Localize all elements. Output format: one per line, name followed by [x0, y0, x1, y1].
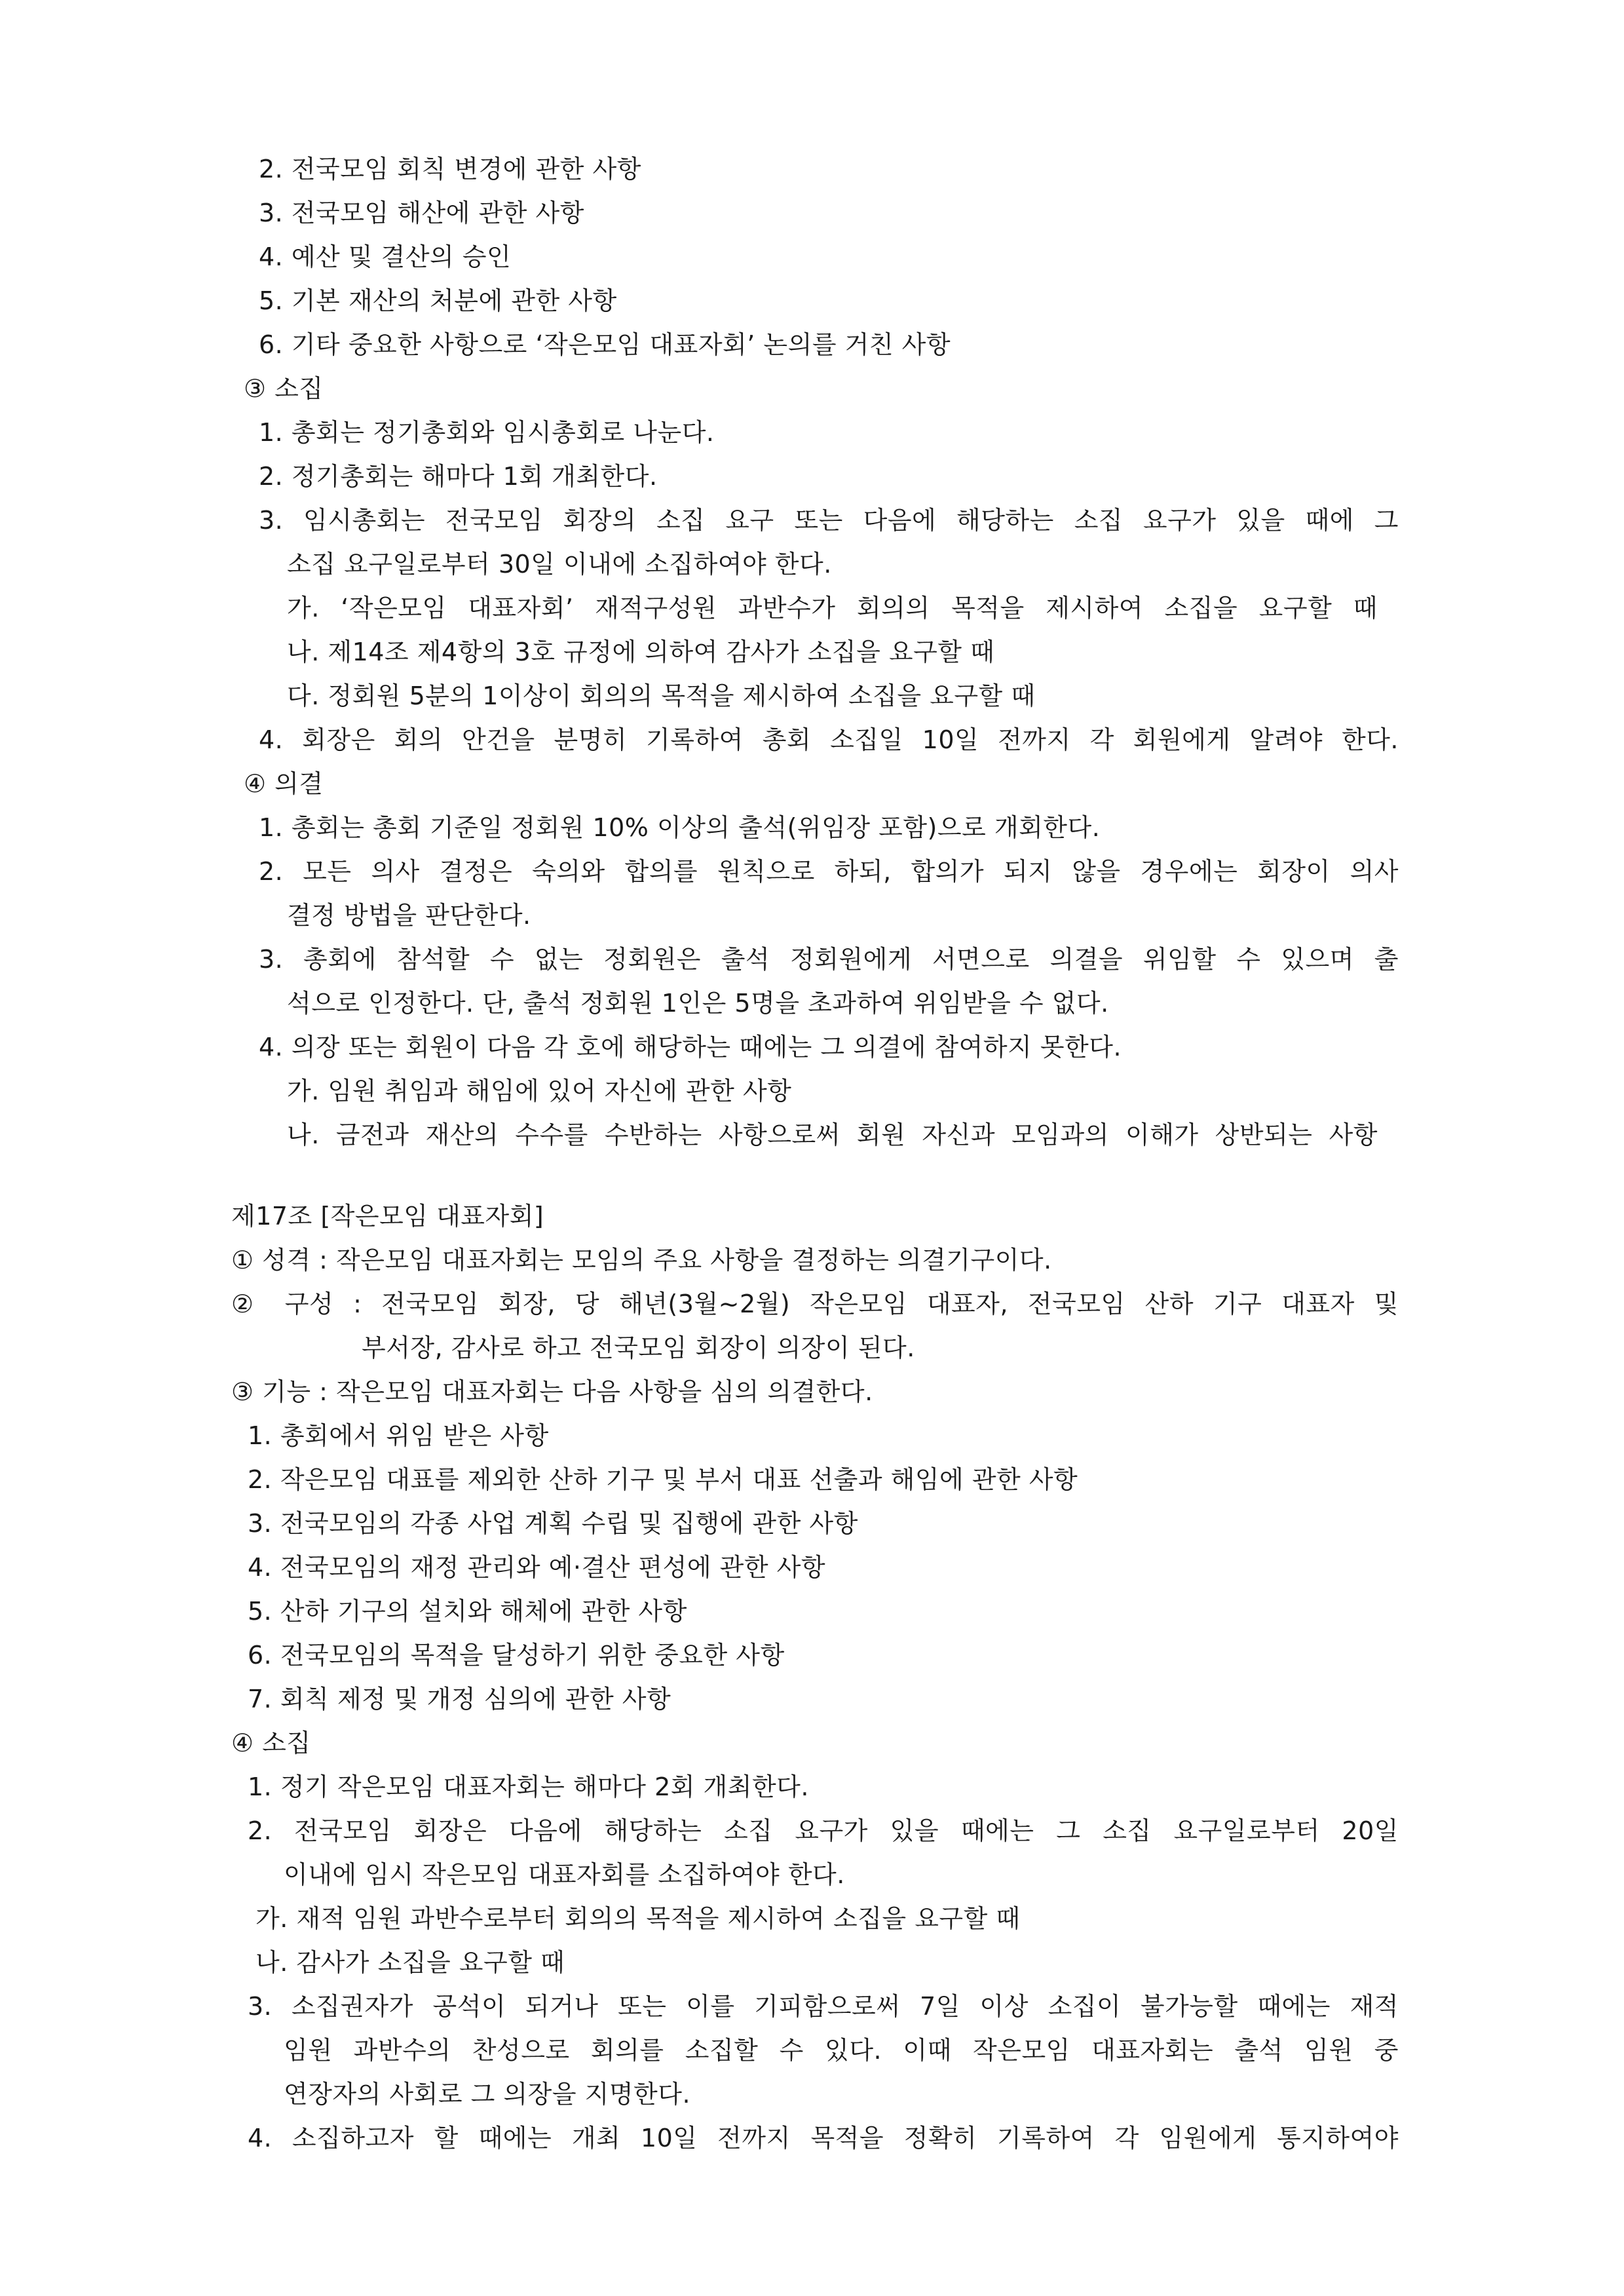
convening-item-2: 2. 정기총회는 해마다 1회 개최한다.: [259, 462, 658, 491]
article-17-convening-sub-na: 나. 감사가 소집을 요구할 때: [255, 1948, 565, 1977]
function-item-3: 3. 전국모임의 각종 사업 계획 수립 및 집행에 관한 사항: [248, 1509, 858, 1538]
convening-item-1: 1. 총회는 정기총회와 임시총회로 나눈다.: [259, 418, 715, 447]
agenda-item-3: 3. 전국모임 해산에 관한 사항: [259, 199, 584, 227]
article-17-convening-item-1: 1. 정기 작은모임 대표자회는 해마다 2회 개최한다.: [248, 1772, 809, 1801]
article-17-convening-item-3-line-3: 연장자의 사회로 그 의장을 지명한다.: [284, 2080, 691, 2109]
resolution-heading: ④ 의결: [244, 769, 324, 798]
convening-item-3-line-1: 3. 임시총회는 전국모임 회장의 소집 요구 또는 다음에 해당하는 소집 요구가 있을 때에 그: [259, 506, 1399, 535]
agenda-item-5: 5. 기본 재산의 처분에 관한 사항: [259, 286, 617, 315]
convening-sub-na: 나. 제14조 제4항의 3호 규정에 의하여 감사가 소집을 요구할 때: [287, 638, 995, 666]
agenda-item-6: 6. 기타 중요한 사항으로 ‘작은모임 대표자회’ 논의를 거친 사항: [259, 330, 951, 359]
article-17-composition-line-1: ② 구성 : 전국모임 회장, 당 해년(3월~2월) 작은모임 대표자, 전국모임 산하 기구 대표자 및: [231, 1290, 1399, 1318]
convening-sub-da: 다. 정회원 5분의 1이상이 회의의 목적을 제시하여 소집을 요구할 때: [287, 681, 1036, 710]
resolution-item-3-line-1: 3. 총회에 참석할 수 없는 정회원은 출석 정회원에게 서면으로 의결을 위임할 수 있으며 출: [259, 945, 1399, 974]
resolution-item-2-line-1: 2. 모든 의사 결정은 숙의와 합의를 원칙으로 하되, 합의가 되지 않을 경우에는 회장이 의사: [259, 857, 1399, 886]
convening-item-4: 4. 회장은 회의 안건을 분명히 기록하여 총회 소집일 10일 전까지 각 회원에게 알려야 한다.: [259, 725, 1399, 754]
convening-sub-ga: 가. ‘작은모임 대표자회’ 재적구성원 과반수가 회의의 목적을 제시하여 소집을 요구할 때: [287, 594, 1378, 622]
resolution-sub-ga: 가. 임원 취임과 해임에 있어 자신에 관한 사항: [287, 1077, 792, 1105]
article-17-convening-item-2-line-1: 2. 전국모임 회장은 다음에 해당하는 소집 요구가 있을 때에는 그 소집 요구일로부터 20일: [248, 1816, 1399, 1845]
article-17-convening-item-3-line-2: 임원 과반수의 찬성으로 회의를 소집할 수 있다. 이때 작은모임 대표자회는 출석 임원 중: [284, 2036, 1399, 2065]
agenda-item-4: 4. 예산 및 결산의 승인: [259, 242, 512, 271]
article-17-convening-heading: ④ 소집: [231, 1729, 311, 1757]
resolution-sub-na: 나. 금전과 재산의 수수를 수반하는 사항으로써 회원 자신과 모임과의 이해가 상반되는 사항: [287, 1120, 1378, 1149]
article-17-convening-sub-ga: 가. 재적 임원 과반수로부터 회의의 목적을 제시하여 소집을 요구할 때: [255, 1904, 1021, 1933]
article-17-composition-line-2: 부서장, 감사로 하고 전국모임 회장이 의장이 된다.: [362, 1333, 915, 1362]
resolution-item-2-line-2: 결정 방법을 판단한다.: [287, 901, 531, 930]
function-item-6: 6. 전국모임의 목적을 달성하기 위한 중요한 사항: [248, 1641, 785, 1670]
function-item-1: 1. 총회에서 위임 받은 사항: [248, 1421, 549, 1450]
resolution-item-3-line-2: 석으로 인정한다. 단, 출석 정회원 1인은 5명을 초과하여 위임받을 수 없다.: [287, 989, 1109, 1018]
function-item-7: 7. 회칙 제정 및 개정 심의에 관한 사항: [248, 1685, 671, 1713]
resolution-item-4: 4. 의장 또는 회원이 다음 각 호에 해당하는 때에는 그 의결에 참여하지 못한다.: [259, 1033, 1122, 1062]
article-17-convening-item-3-line-1: 3. 소집권자가 공석이 되거나 또는 이를 기피함으로써 7일 이상 소집이 불가능할 때에는 재적: [248, 1992, 1399, 2021]
convening-heading: ③ 소집: [244, 374, 324, 403]
function-item-4: 4. 전국모임의 재정 관리와 예·결산 편성에 관한 사항: [248, 1553, 826, 1582]
function-item-2: 2. 작은모임 대표를 제외한 산하 기구 및 부서 대표 선출과 해임에 관한 사항: [248, 1465, 1078, 1494]
article-17-convening-item-4: 4. 소집하고자 할 때에는 개최 10일 전까지 목적을 정확히 기록하여 각 임원에게 통지하여야: [248, 2124, 1399, 2152]
convening-item-3-line-2: 소집 요구일로부터 30일 이내에 소집하여야 한다.: [287, 550, 832, 579]
article-17-nature: ① 성격 : 작은모임 대표자회는 모임의 주요 사항을 결정하는 의결기구이다.: [231, 1246, 1052, 1274]
article-17-convening-item-2-line-2: 이내에 임시 작은모임 대표자회를 소집하여야 한다.: [284, 1860, 845, 1889]
article-17-function-heading: ③ 기능 : 작은모임 대표자회는 다음 사항을 심의 의결한다.: [231, 1377, 873, 1406]
resolution-item-1: 1. 총회는 총회 기준일 정회원 10% 이상의 출석(위임장 포함)으로 개회한다.: [259, 813, 1101, 842]
function-item-5: 5. 산하 기구의 설치와 해체에 관한 사항: [248, 1597, 687, 1626]
agenda-item-2: 2. 전국모임 회칙 변경에 관한 사항: [259, 155, 641, 183]
article-17-title: 제17조 [작은모임 대표자회]: [231, 1202, 544, 1231]
